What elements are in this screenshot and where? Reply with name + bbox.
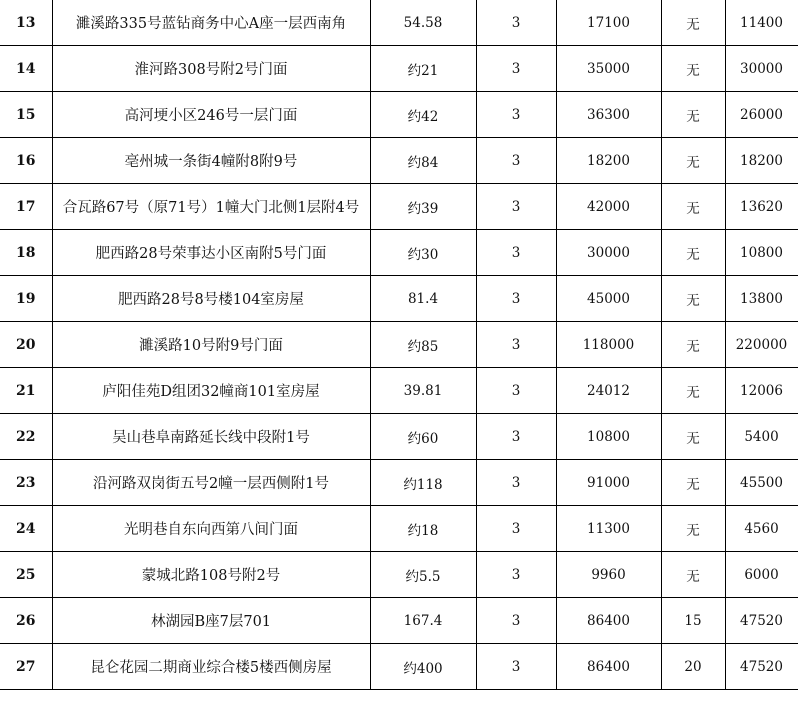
price-cell: 11300 <box>556 506 661 552</box>
price-cell: 18200 <box>556 138 661 184</box>
price-cell: 9960 <box>556 552 661 598</box>
deposit-cell: 4560 <box>725 506 798 552</box>
table-row <box>0 276 798 322</box>
area-cell: 81.4 <box>370 276 476 322</box>
row-number-cell: 16 <box>0 138 52 184</box>
price-cell: 42000 <box>556 184 661 230</box>
table-row <box>0 598 798 644</box>
area-cell: 约18 <box>370 506 476 552</box>
area-cell: 约60 <box>370 414 476 460</box>
row-number-cell: 17 <box>0 184 52 230</box>
price-cell: 86400 <box>556 598 661 644</box>
row-number-cell: 18 <box>0 230 52 276</box>
table-row <box>0 46 798 92</box>
address-cell: 吴山巷阜南路延长线中段附1号 <box>52 414 370 460</box>
extra-cell: 无 <box>661 552 725 598</box>
row-number-cell: 14 <box>0 46 52 92</box>
deposit-cell: 12006 <box>725 368 798 414</box>
row-number-cell: 23 <box>0 460 52 506</box>
address-cell: 林湖园B座7层701 <box>52 598 370 644</box>
row-number-cell: 20 <box>0 322 52 368</box>
address-cell: 濉溪路10号附9号门面 <box>52 322 370 368</box>
extra-cell: 15 <box>661 598 725 644</box>
years-cell: 3 <box>476 92 556 138</box>
area-cell: 54.58 <box>370 0 476 46</box>
years-cell: 3 <box>476 46 556 92</box>
address-cell: 合瓦路67号（原71号）1幢大门北侧1层附4号 <box>52 184 370 230</box>
deposit-cell: 11400 <box>725 0 798 46</box>
address-cell: 淮河路308号附2号门面 <box>52 46 370 92</box>
price-cell: 36300 <box>556 92 661 138</box>
years-cell: 3 <box>476 506 556 552</box>
deposit-cell: 30000 <box>725 46 798 92</box>
deposit-cell: 47520 <box>725 598 798 644</box>
table-row <box>0 0 798 46</box>
price-cell: 45000 <box>556 276 661 322</box>
row-number-cell: 13 <box>0 0 52 46</box>
table-row <box>0 644 798 690</box>
price-cell: 10800 <box>556 414 661 460</box>
extra-cell: 20 <box>661 644 725 690</box>
table-row <box>0 368 798 414</box>
area-cell: 约400 <box>370 644 476 690</box>
extra-cell: 无 <box>661 368 725 414</box>
extra-cell: 无 <box>661 46 725 92</box>
years-cell: 3 <box>476 644 556 690</box>
area-cell: 约118 <box>370 460 476 506</box>
price-cell: 86400 <box>556 644 661 690</box>
area-cell: 约85 <box>370 322 476 368</box>
years-cell: 3 <box>476 276 556 322</box>
years-cell: 3 <box>476 230 556 276</box>
deposit-cell: 220000 <box>725 322 798 368</box>
row-number-cell: 15 <box>0 92 52 138</box>
address-cell: 蒙城北路108号附2号 <box>52 552 370 598</box>
extra-cell: 无 <box>661 138 725 184</box>
extra-cell: 无 <box>661 460 725 506</box>
area-cell: 约21 <box>370 46 476 92</box>
deposit-cell: 10800 <box>725 230 798 276</box>
table-row <box>0 322 798 368</box>
extra-cell: 无 <box>661 506 725 552</box>
address-cell: 光明巷自东向西第八间门面 <box>52 506 370 552</box>
years-cell: 3 <box>476 414 556 460</box>
address-cell: 昆仑花园二期商业综合楼5楼西侧房屋 <box>52 644 370 690</box>
area-cell: 约5.5 <box>370 552 476 598</box>
area-cell: 约39 <box>370 184 476 230</box>
row-number-cell: 21 <box>0 368 52 414</box>
table-row <box>0 230 798 276</box>
address-cell: 高河埂小区246号一层门面 <box>52 92 370 138</box>
deposit-cell: 13620 <box>725 184 798 230</box>
price-cell: 91000 <box>556 460 661 506</box>
address-cell: 肥西路28号荣事达小区南附5号门面 <box>52 230 370 276</box>
table-row <box>0 184 798 230</box>
address-cell: 庐阳佳苑D组团32幢商101室房屋 <box>52 368 370 414</box>
years-cell: 3 <box>476 184 556 230</box>
address-cell: 濉溪路335号蓝钻商务中心A座一层西南角 <box>52 0 370 46</box>
row-number-cell: 25 <box>0 552 52 598</box>
table-row <box>0 552 798 598</box>
deposit-cell: 6000 <box>725 552 798 598</box>
row-number-cell: 26 <box>0 598 52 644</box>
price-cell: 118000 <box>556 322 661 368</box>
price-cell: 24012 <box>556 368 661 414</box>
deposit-cell: 18200 <box>725 138 798 184</box>
address-cell: 肥西路28号8号楼104室房屋 <box>52 276 370 322</box>
table-row <box>0 92 798 138</box>
extra-cell: 无 <box>661 0 725 46</box>
years-cell: 3 <box>476 138 556 184</box>
row-number-cell: 19 <box>0 276 52 322</box>
price-cell: 30000 <box>556 230 661 276</box>
area-cell: 39.81 <box>370 368 476 414</box>
area-cell: 约84 <box>370 138 476 184</box>
address-cell: 亳州城一条街4幢附8附9号 <box>52 138 370 184</box>
years-cell: 3 <box>476 598 556 644</box>
years-cell: 3 <box>476 368 556 414</box>
deposit-cell: 13800 <box>725 276 798 322</box>
price-cell: 35000 <box>556 46 661 92</box>
table-row <box>0 460 798 506</box>
area-cell: 约30 <box>370 230 476 276</box>
price-cell: 17100 <box>556 0 661 46</box>
deposit-cell: 26000 <box>725 92 798 138</box>
table-row <box>0 414 798 460</box>
area-cell: 约42 <box>370 92 476 138</box>
deposit-cell: 5400 <box>725 414 798 460</box>
extra-cell: 无 <box>661 322 725 368</box>
row-number-cell: 24 <box>0 506 52 552</box>
deposit-cell: 47520 <box>725 644 798 690</box>
years-cell: 3 <box>476 322 556 368</box>
deposit-cell: 45500 <box>725 460 798 506</box>
address-cell: 沿河路双岗街五号2幢一层西侧附1号 <box>52 460 370 506</box>
extra-cell: 无 <box>661 276 725 322</box>
extra-cell: 无 <box>661 230 725 276</box>
row-number-cell: 22 <box>0 414 52 460</box>
years-cell: 3 <box>476 552 556 598</box>
years-cell: 3 <box>476 0 556 46</box>
extra-cell: 无 <box>661 184 725 230</box>
table-row <box>0 138 798 184</box>
area-cell: 167.4 <box>370 598 476 644</box>
years-cell: 3 <box>476 460 556 506</box>
table-row <box>0 506 798 552</box>
row-number-cell: 27 <box>0 644 52 690</box>
extra-cell: 无 <box>661 414 725 460</box>
extra-cell: 无 <box>661 92 725 138</box>
